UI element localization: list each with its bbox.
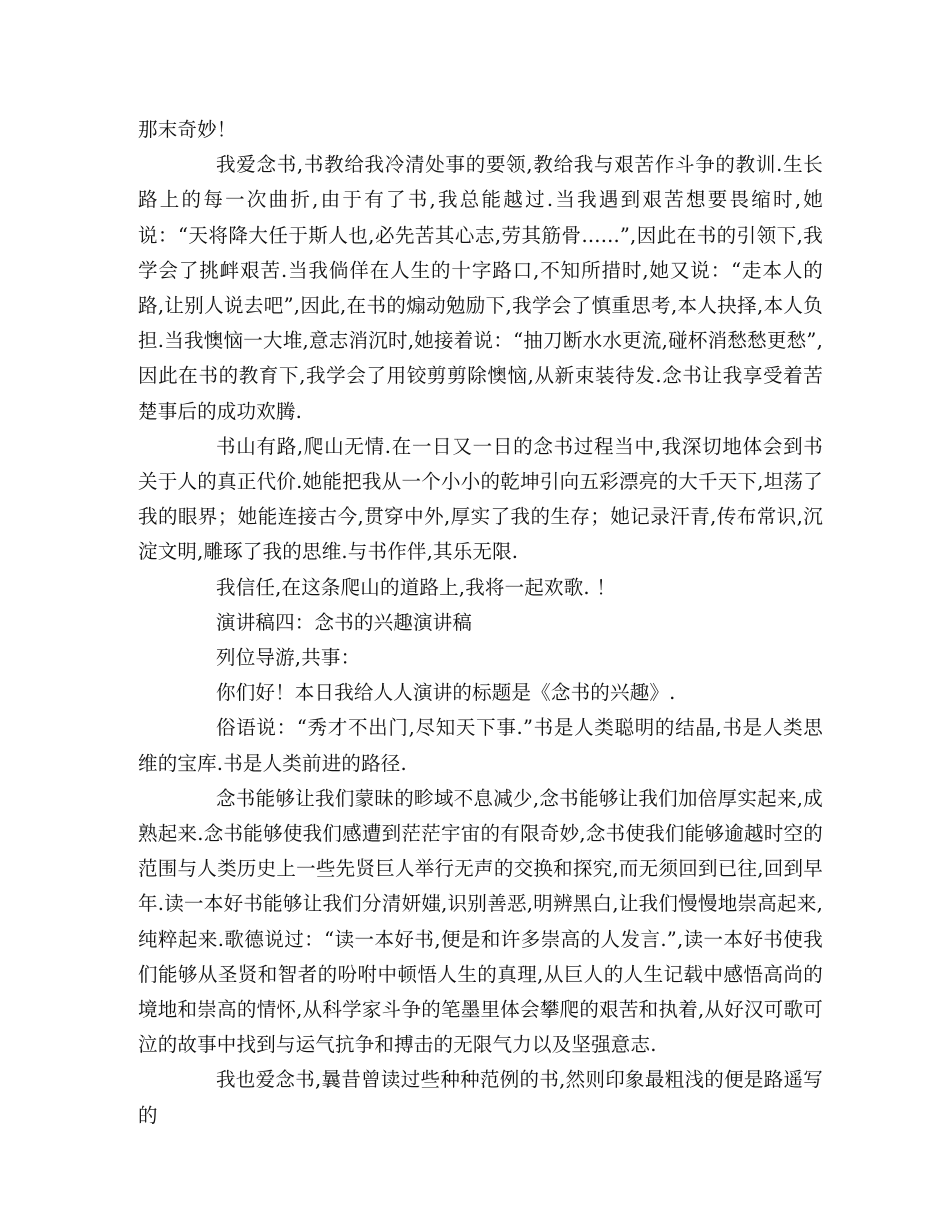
paragraph-3: 书山有路,爬山无情.在一日又一日的念书过程当中,我深切地体会到书关于人的真正代价.她能把我从一个小小的乾坤引向五彩漂亮的大千天下,坦荡了我的眼界；她能连接古今,贯穿中外,厚实了我的生存；她记录汗青,传布常识,沉淀文明,雕琢了我的思维.与书作伴,其乐无限.	[138, 434, 823, 564]
document-body	[138, 112, 823, 1133]
greeting: 你们好！本日我给人人演讲的标题是《念书的兴趣》.	[216, 681, 676, 705]
speech-heading: 演讲稿四：念书的兴趣演讲稿	[216, 610, 473, 634]
salutation: 列位导游,共事：	[216, 646, 361, 670]
paragraph-9: 念书能够让我们蒙昧的畛域不息减少,念书能够让我们加倍厚实起来,成熟起来.念书能够使我们感遭到茫茫宇宙的有限奇妙,念书使我们能够逾越时空的范围与人类历史上一些先贤巨人举行无声的交换和探究,而无须回到已往,回到早年.读一本好书能够让我们分清妍媸,识别善恶,明辨黑白,让我们慢慢地崇高起来,纯粹起来.歌德说过：“读一本好书,便是和许多崇高的人发言.”,读一本好书使我们能够从圣贤和智者的吩咐中顿悟人生的真理,从巨人的人生记载中感悟高尚的境地和崇高的情怀,从科学家斗争的笔墨里体会攀爬的艰苦和执着,从好汉可歌可泣的故事中找到与运气抗争和搏击的无限气力以及坚强意志.	[138, 786, 823, 1057]
paragraph-2: 我爱念书,书教给我冷清处事的要领,教给我与艰苦作斗争的教训.生长路上的每一次曲折,由于有了书,我总能越过.当我遇到艰苦想要畏缩时,她说：“天将降大任于斯人也,必先苦其心志,劳其筋骨......”,因此在书的引领下,我学会了挑衅艰苦.当我倘佯在人生的十字路口,不知所措时,她又说：“走本人的路,让别人说去吧”,因此,在书的煽动勉励下,我学会了慎重思考,本人抉择,本人负担.当我懊恼一大堆,意志消沉时,她接着说：“抽刀断水水更流,碰杯消愁愁更愁”,因此在书的教育下,我学会了用铰剪剪除懊恼,从新束装待发.念书让我享受着苦楚事后的成功欢腾.	[138, 153, 823, 423]
paragraph-8: 俗语说：“秀才不出门,尽知天下事.”书是人类聪明的结晶,书是人类思维的宝库.书是人类前进的路径.	[138, 716, 823, 775]
paragraph-10: 我也爱念书,曩昔曾读过些种种范例的书,然则印象最粗浅的便是路遥写的	[138, 1068, 823, 1127]
paragraph-1: 那末奇妙！	[138, 118, 237, 141]
paragraph-4: 我信任,在这条爬山的道路上,我将一起欢歌. ！	[216, 575, 616, 599]
